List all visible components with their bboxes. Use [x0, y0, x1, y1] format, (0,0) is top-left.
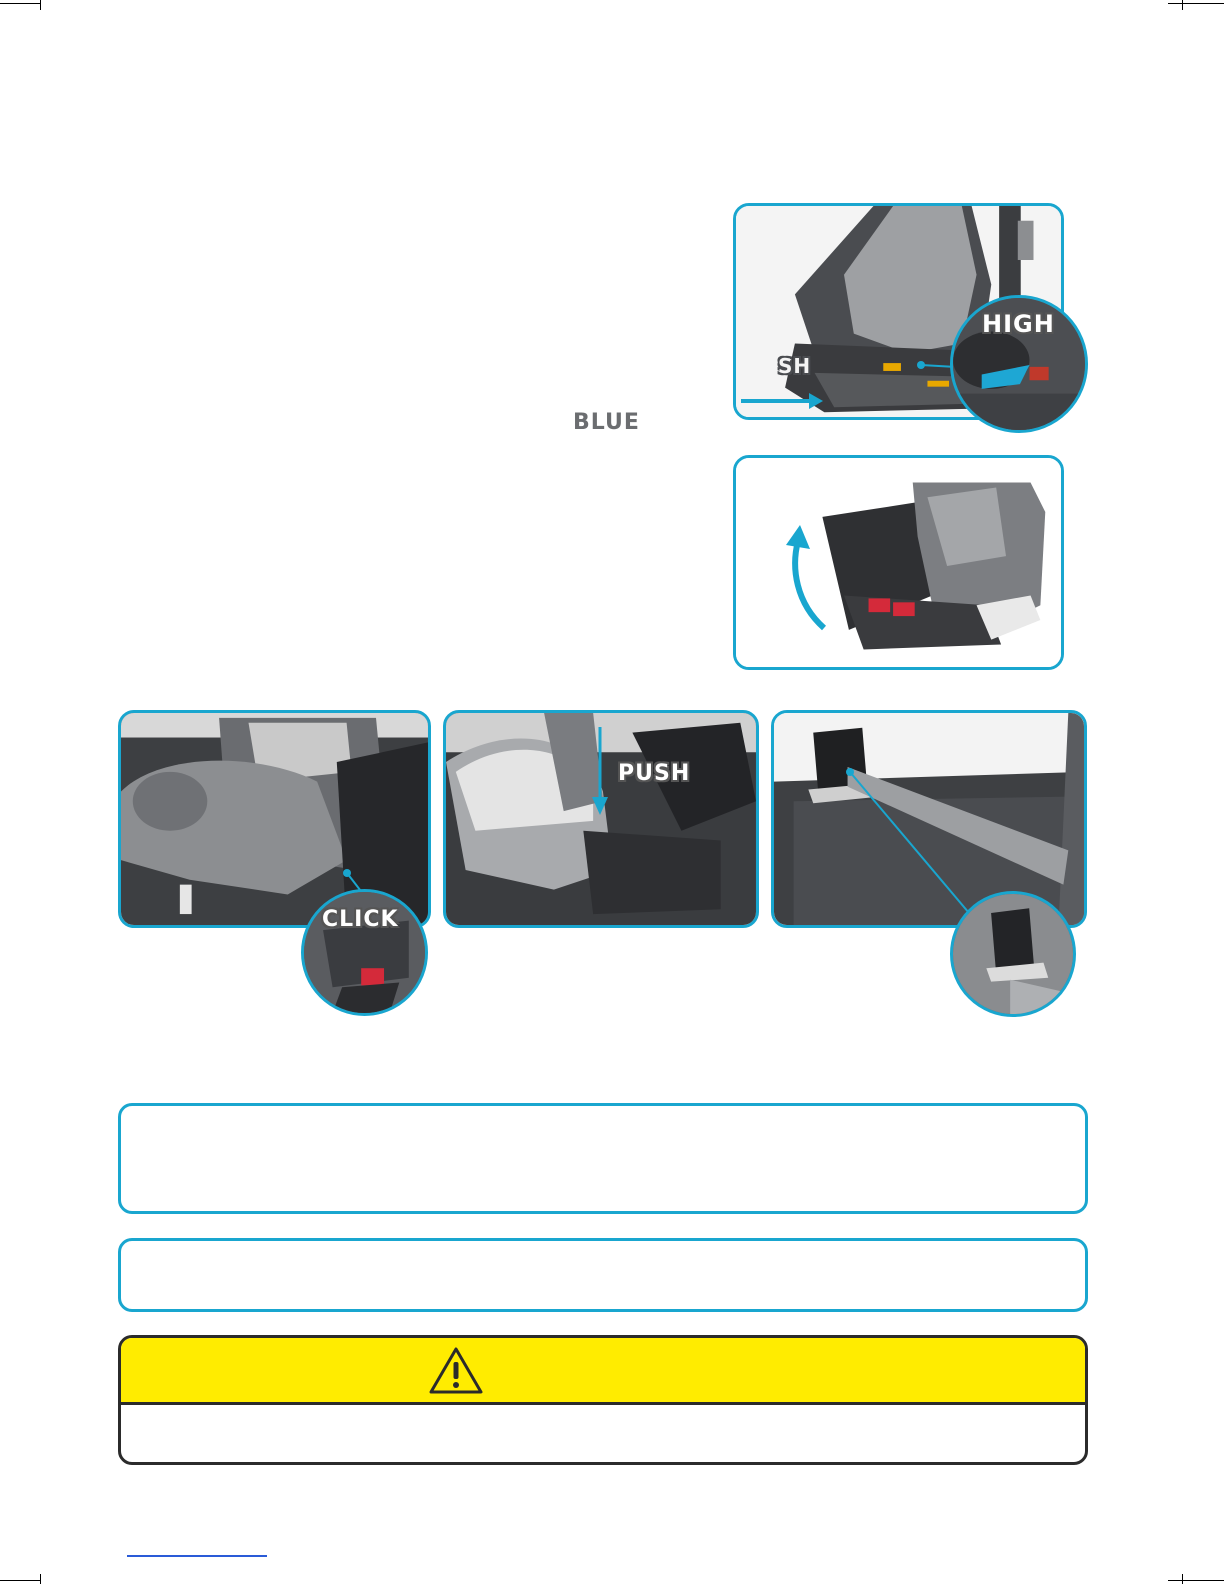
warning-triangle-icon [428, 1346, 484, 1396]
crop-mark-top-right [1168, 3, 1224, 4]
info-box-1 [118, 1103, 1088, 1214]
push-label-partial: SH [778, 354, 812, 378]
rotation-arrow-icon [776, 523, 836, 633]
push-down-arrow-icon [590, 727, 610, 817]
anchor-closeup-photo [953, 894, 1073, 1014]
push-label: PUSH [618, 761, 691, 786]
footer-link[interactable] [127, 1555, 267, 1557]
warning-box [118, 1335, 1088, 1465]
crop-mark-top-left [0, 3, 40, 4]
crop-mark-bottom-right-v [1182, 1574, 1183, 1584]
high-label: HIGH [982, 310, 1055, 338]
crop-mark-bottom-left-v [40, 1574, 41, 1584]
crop-mark-top-left-v [40, 0, 41, 10]
crop-mark-bottom-right [1168, 1580, 1224, 1581]
crop-mark-bottom-left [0, 1580, 40, 1581]
click-label: CLICK [322, 907, 399, 932]
figure-rotate-seat [733, 455, 1064, 670]
blue-label: BLUE [573, 410, 640, 435]
zoom-circle-anchor [950, 891, 1076, 1017]
warning-header [121, 1338, 1085, 1405]
push-arrow-icon [739, 389, 824, 413]
info-box-2 [118, 1238, 1088, 1312]
crop-mark-top-right-v [1182, 0, 1183, 10]
figure-push-down [443, 710, 759, 928]
